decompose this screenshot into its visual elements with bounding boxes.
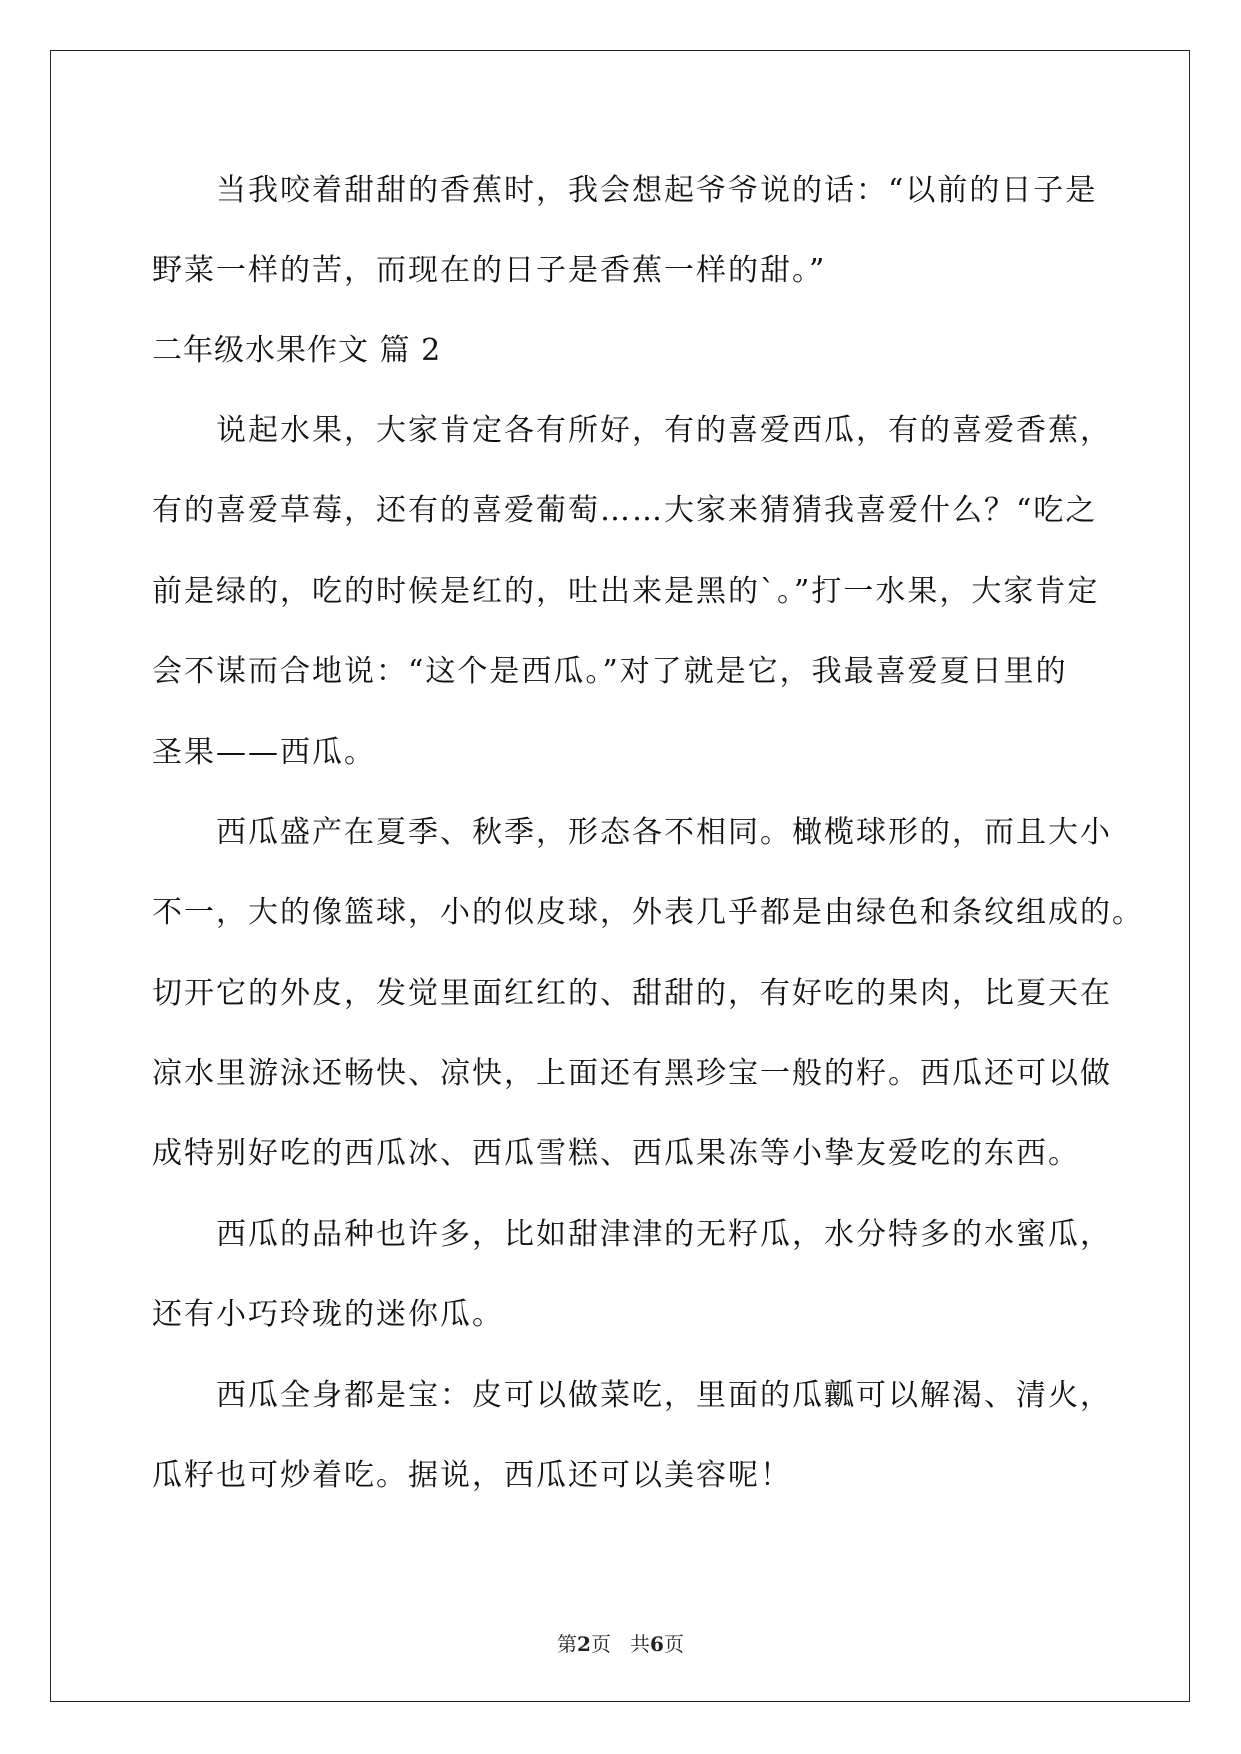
paragraph-line: 西瓜的品种也许多，比如甜津津的无籽瓜，水分特多的水蜜瓜， (216, 1217, 1112, 1252)
paragraph-line: 会不谋而合地说：“这个是西瓜。”对了就是它，我最喜爱夏日里的 (152, 654, 1068, 689)
section-heading: 二年级水果作文 篇 2 (152, 333, 442, 368)
paragraph-line: 凉水里游泳还畅快、凉快，上面还有黑珍宝一般的籽。西瓜还可以做 (152, 1056, 1112, 1091)
paragraph-line: 野菜一样的苦，而现在的日子是香蕉一样的甜。” (152, 253, 827, 288)
footer-page-suffix: 页 (590, 1632, 611, 1656)
footer-total-suffix: 页 (663, 1632, 684, 1656)
paragraph-line: 不一，大的像篮球，小的似皮球，外表几乎都是由绿色和条纹组成的。 (152, 895, 1144, 930)
paragraph-line: 圣果——西瓜。 (152, 735, 376, 770)
footer-total-number: 6 (650, 1632, 664, 1656)
paragraph-line: 还有小巧玲珑的迷你瓜。 (152, 1297, 504, 1332)
footer-page-prefix: 第 (557, 1632, 578, 1656)
paragraph-line: 说起水果，大家肯定各有所好，有的喜爱西瓜，有的喜爱香蕉， (216, 413, 1112, 448)
paragraph-line: 瓜籽也可炒着吃。据说，西瓜还可以美容呢！ (152, 1458, 792, 1493)
page-border (50, 50, 1190, 1702)
paragraph-line: 切开它的外皮，发觉里面红红的、甜甜的，有好吃的果肉，比夏天在 (152, 976, 1112, 1011)
paragraph-line: 西瓜全身都是宝：皮可以做菜吃，里面的瓜瓤可以解渴、清火， (216, 1378, 1112, 1413)
page-footer (0, 1630, 1241, 1658)
paragraph-line: 有的喜爱草莓，还有的喜爱葡萄……大家来猜猜我喜爱什么？“吃之 (152, 493, 1098, 528)
footer-total-prefix: 共 (630, 1632, 651, 1656)
paragraph-line: 当我咬着甜甜的香蕉时，我会想起爷爷说的话：“以前的日子是 (216, 173, 1098, 208)
paragraph-line: 前是绿的，吃的时候是红的，吐出来是黑的`。”打一水果，大家肯定 (152, 574, 1100, 609)
paragraph-line: 成特别好吃的西瓜冰、西瓜雪糕、西瓜果冻等小挚友爱吃的东西。 (152, 1136, 1080, 1171)
footer-page-number: 2 (577, 1632, 591, 1656)
paragraph-line: 西瓜盛产在夏季、秋季，形态各不相同。橄榄球形的，而且大小 (216, 815, 1112, 850)
